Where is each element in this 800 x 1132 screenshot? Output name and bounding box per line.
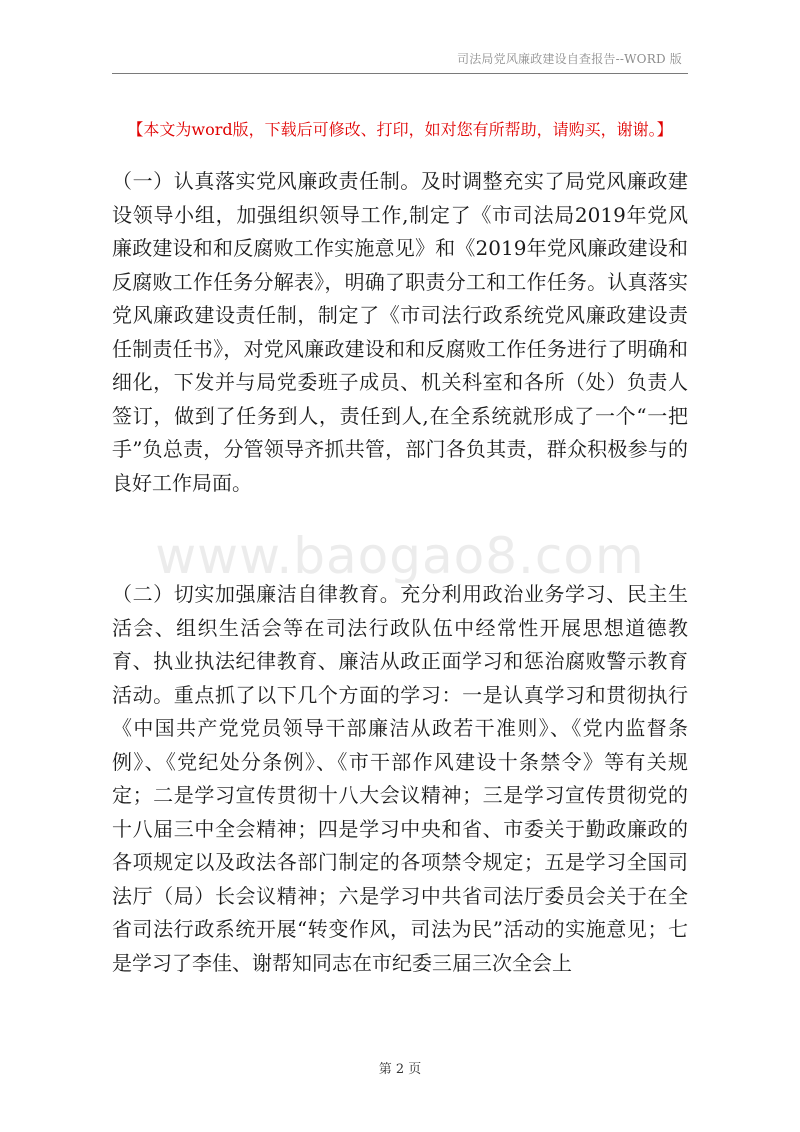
watermark: www.baogao8.com xyxy=(155,527,645,585)
body-paragraph-2: （二）切实加强廉洁自律教育。充分利用政治业务学习、民主生活会、组织生活会等在司法行政队伍中经常性开展思想道德教育、执业执法纪律教育、廉洁从政正面学习和惩治腐败警示教育活动。重点抓了以下几个方面的学习：一是认真学习和贯彻执行《中国共产党党员领导干部廉洁从政若干准则》、《党内监督条例》、《党纪处分条例》、《市干部作风建设十条禁令》等有关规定；二是学习宣传贯彻十八大会议精神；三是学习宣传贯彻党的十八届三中全会精神；四是学习中央和省、市委关于勤政廉政的各项规定以及政法各部门制定的各项禁令规定；五是学习全国司法厅（局）长会议精神；六是学习中共省司法厅委员会关于在全省司法行政系统开展“转变作风，司法为民”活动的实施意见；七是学习了李佳、谢帮知同志在市纪委三届三次全会上 xyxy=(112,582,688,975)
header-title: 司法局党风廉政建设自查报告--WORD 版 xyxy=(457,52,682,66)
body-paragraph-1: （一）认真落实党风廉政责任制。及时调整充实了局党风廉政建设领导小组，加强组织领导工作,制定了《市司法局2019年党风廉政建设和和反腐败工作实施意见》和《2019年党风廉政建设和反腐败工作任务分解表》，明确了职责分工和工作任务。认真落实党风廉政建设责任制，制定了《市司法行政系统党风廉政建设责任制责任书》，对党风廉政建设和和反腐败工作任务进行了明确和细化，下发并与局党委班子成员、机关科室和各所（处）负责人签订，做到了任务到人，责任到人,在全系统就形成了一个“一把手”负总责，分管领导齐抓共管，部门各负其责，群众积极参与的良好工作局面。 xyxy=(112,169,688,495)
header-rule xyxy=(112,73,688,74)
download-notice: 【本文为word版，下载后可修改、打印，如对您有所帮助，请购买，谢谢。】 xyxy=(127,120,673,139)
page-number: 第 2 页 xyxy=(378,1062,422,1077)
